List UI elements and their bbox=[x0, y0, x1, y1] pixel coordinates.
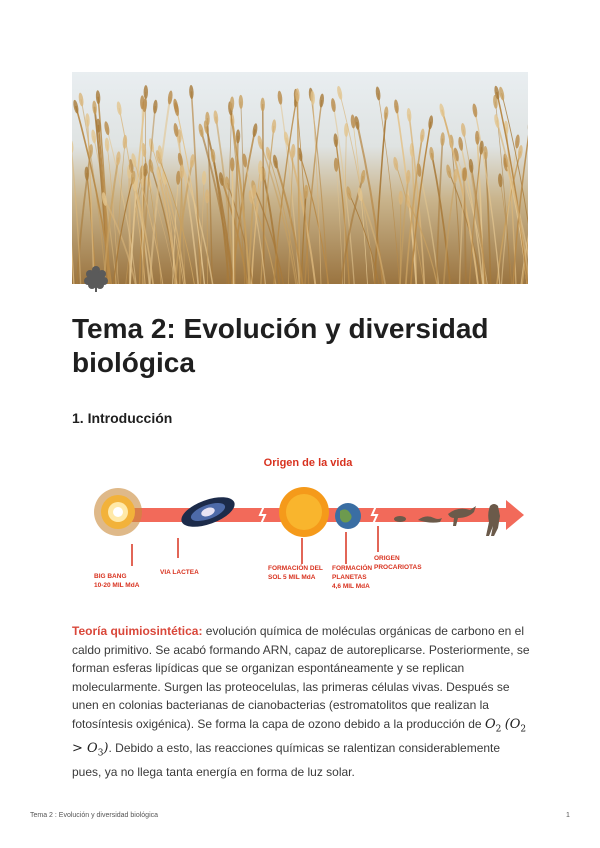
timeline-arrowhead bbox=[506, 500, 524, 530]
cover-image bbox=[72, 72, 528, 284]
math-ozone-relation: $(O_2 > O_3)$ bbox=[72, 716, 527, 759]
section-heading: 1. Introducción bbox=[72, 410, 173, 426]
math-o2: $O_2$ bbox=[484, 716, 502, 735]
galaxy-image bbox=[178, 491, 239, 533]
sun-image bbox=[279, 487, 329, 537]
diagram-title: Origen de la vida bbox=[263, 457, 353, 469]
origin-of-life-diagram bbox=[78, 448, 528, 598]
leaf-icon bbox=[80, 262, 112, 294]
label-sol: FORMACIÓN DEL bbox=[268, 565, 323, 572]
page-number: 1 bbox=[566, 812, 570, 819]
label-planetas-age: 4,6 MIL MdA bbox=[332, 583, 370, 590]
label-planetas-2: PLANETAS bbox=[332, 574, 367, 581]
label-planetas: FORMACIÓN bbox=[332, 565, 373, 572]
label-procariotas: PROCARIOTAS bbox=[374, 564, 422, 571]
page-title: Tema 2: Evolución y diversidad biológica bbox=[72, 313, 489, 378]
body-text-2: . Debido a esto, las reacciones químicas se ralentizan considerablemente pues, ya no llega tanta energía en forma de luz solar. bbox=[72, 741, 501, 780]
earth-image bbox=[335, 503, 361, 529]
label-origen: ORIGEN bbox=[374, 555, 400, 562]
label-sol-age: SOL 5 MIL MdA bbox=[268, 574, 316, 581]
wheat-head bbox=[205, 189, 209, 203]
big-bang-image bbox=[94, 488, 142, 536]
footer-title: Tema 2 : Evolución y diversidad biológica bbox=[30, 812, 159, 819]
body-text-1: evolución química de moléculas orgánicas de carbono en el caldo primitivo. Se acabó formando ARN, capaz de autoreplicarse. Posteriormente, se forman esferas lipídicas que se organizan espontáneamente y se replican molecularmente. Surgen las proteocelulas, las primeras células vivas. Después se unen en colonias bacterianas de cianobacterias (estromatolitos que realizan la fotosíntesis oxigénica). Se forma la capa de ozono debido a la producción de bbox=[72, 624, 530, 731]
term-highlight: Teoría quimiosintética: bbox=[72, 624, 203, 638]
body-paragraph bbox=[72, 622, 530, 782]
label-big-bang: BIG BANG bbox=[94, 573, 127, 580]
label-big-bang-age: 10-20 MIL MdA bbox=[94, 582, 140, 589]
label-via-lactea: VIA LACTEA bbox=[160, 569, 199, 576]
